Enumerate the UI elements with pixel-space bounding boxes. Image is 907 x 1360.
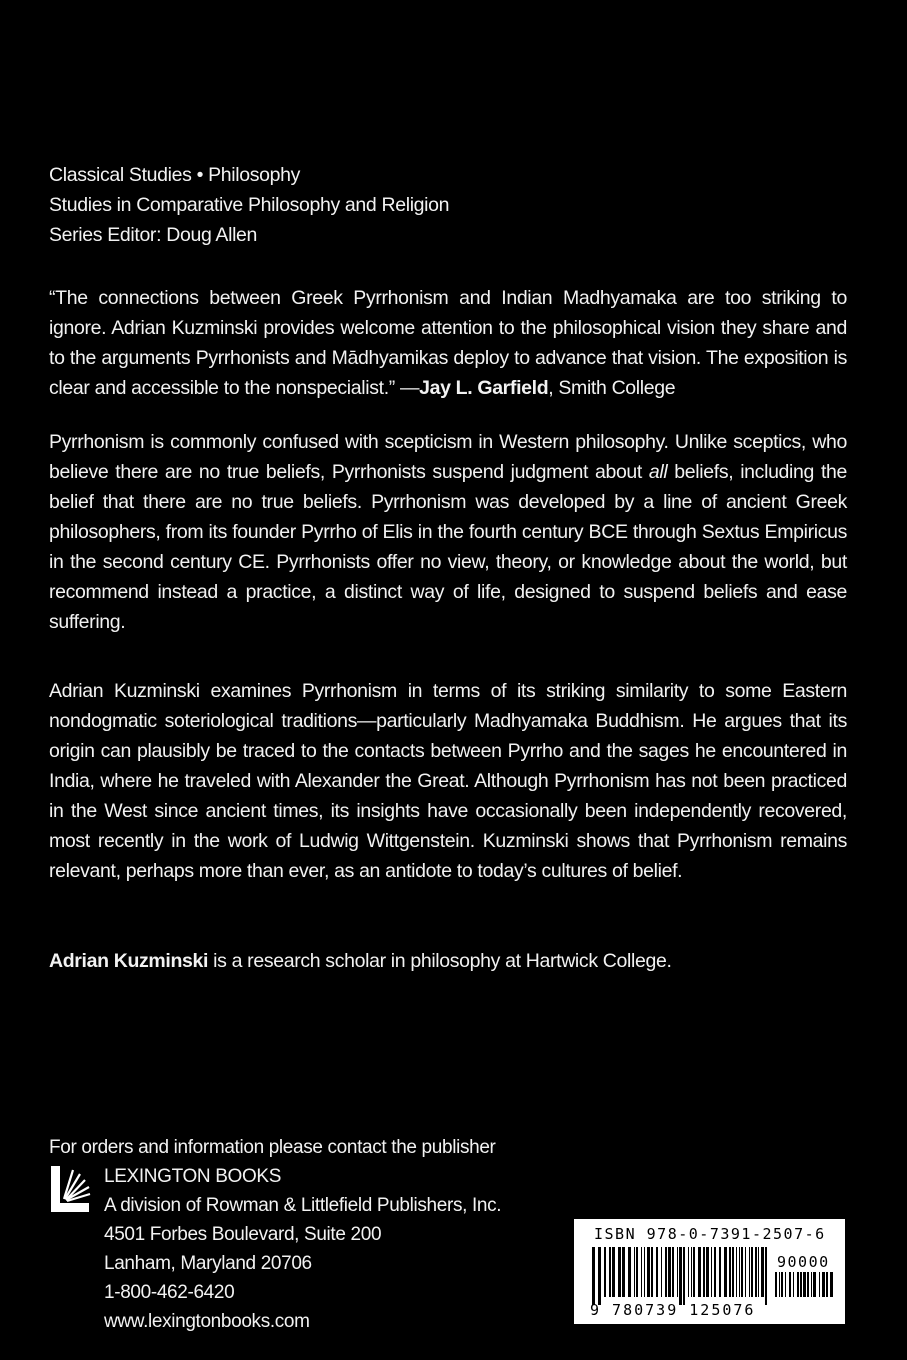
barcode-bar: [622, 1247, 625, 1297]
addon-barcode-bars-icon: [775, 1272, 833, 1305]
price-code: 90000: [777, 1253, 830, 1271]
barcode-bar: [775, 1272, 777, 1297]
quote-text: “The connections between Greek Pyrrhonism and Indian Madhyamaka are too striking to ignore. Adrian Kuzminski provides welcome attention to the philosophical vision they share and to the arguments Pyrrhonists and Mādhyamikas deploy to advance that vision. The exposition is clear and accessible to the nonspecialist.” —: [49, 287, 847, 399]
endorsement-quote: [49, 283, 847, 403]
barcode-bar: [736, 1247, 737, 1297]
description-paragraph-2: [49, 676, 847, 886]
barcode-bar: [641, 1247, 642, 1297]
barcode-bar: [656, 1247, 658, 1297]
barcode-bar: [628, 1247, 631, 1297]
barcode-bar: [706, 1247, 709, 1297]
publisher-info: [49, 1133, 502, 1332]
barcode-bar: [797, 1272, 799, 1297]
barcode-bar: [612, 1247, 615, 1297]
barcode-bar: [651, 1247, 653, 1297]
barcode-bar: [683, 1247, 685, 1305]
barcode-bar: [672, 1247, 674, 1297]
barcode-bar: [830, 1272, 833, 1297]
barcode-bar: [789, 1272, 791, 1297]
barcode-bar: [604, 1247, 606, 1297]
publisher-address-line-2: Lanham, Maryland 20706: [104, 1253, 312, 1274]
publisher-name: LEXINGTON BOOKS: [104, 1166, 282, 1187]
barcode-bar: [739, 1247, 740, 1297]
author-bio-text: is a research scholar in philosophy at Hartwick College.: [208, 950, 672, 972]
barcode-bar: [719, 1247, 721, 1297]
author-name: Adrian Kuzminski: [49, 950, 209, 972]
barcode-bar: [822, 1272, 825, 1297]
barcode-bar: [741, 1247, 743, 1297]
barcode-bar: [703, 1247, 705, 1297]
barcode-bar: [745, 1247, 746, 1297]
barcode-bar: [803, 1272, 806, 1297]
barcode-bar: [761, 1247, 764, 1297]
barcode-bar: [711, 1247, 712, 1297]
subject-categories: Classical Studies • Philosophy: [49, 164, 301, 186]
isbn-barcode: [574, 1219, 845, 1324]
quote-affiliation: , Smith College: [548, 377, 676, 399]
barcode-bar: [765, 1247, 767, 1305]
publisher-website: www.lexingtonbooks.com: [104, 1311, 310, 1332]
barcode-bar: [598, 1247, 601, 1305]
barcode-bar: [714, 1247, 716, 1297]
barcode-bar: [661, 1247, 662, 1297]
barcode-bar: [618, 1247, 621, 1297]
para1-emphasis: all: [648, 461, 668, 483]
barcode-bar: [679, 1247, 682, 1305]
barcode-bar: [732, 1247, 734, 1297]
author-bio: [49, 946, 847, 976]
barcode-bar: [677, 1247, 678, 1297]
barcode-bar: [793, 1272, 794, 1297]
quote-author: Jay L. Garfield: [419, 377, 549, 399]
lexington-logo-icon: [51, 1166, 91, 1212]
publisher-phone: 1-800-462-6420: [104, 1282, 235, 1303]
publisher-address-line-1: 4501 Forbes Boulevard, Suite 200: [104, 1224, 382, 1245]
barcode-bar: [751, 1247, 753, 1297]
barcode-bar: [691, 1247, 692, 1297]
publisher-division: A division of Rowman & Littlefield Publishers, Inc.: [104, 1195, 502, 1216]
series-info: [49, 160, 847, 250]
barcode-bar: [724, 1247, 727, 1297]
barcode-bar: [634, 1247, 635, 1297]
barcode-bar: [807, 1272, 809, 1297]
barcode-bar: [665, 1247, 667, 1297]
barcode-bar: [698, 1247, 701, 1297]
barcode-bar: [644, 1247, 645, 1297]
ean-digits: 9 780739 125076: [590, 1301, 756, 1319]
barcode-bar: [592, 1247, 595, 1305]
series-title: Studies in Comparative Philosophy and Religion: [49, 194, 450, 216]
barcode-bar: [819, 1272, 820, 1297]
publisher-contact-line: For orders and information please contact the publisher: [49, 1137, 496, 1158]
barcode-bar: [781, 1272, 783, 1297]
barcode-bar: [749, 1247, 750, 1297]
barcode-bar: [779, 1272, 780, 1297]
barcode-bar: [729, 1247, 731, 1297]
series-editor: Series Editor: Doug Allen: [49, 224, 258, 246]
barcode-bar: [826, 1272, 828, 1297]
barcode-bar: [647, 1247, 650, 1297]
barcode-bar: [693, 1247, 695, 1297]
barcode-bar: [668, 1247, 671, 1297]
barcode-bars-icon: [592, 1247, 770, 1305]
para1-before: Pyrrhonism is commonly confused with scepticism in Western philosophy. Unlike sceptics, who believe there are no true beliefs, Pyrrhonists suspend judgment about: [49, 431, 847, 483]
isbn-label: ISBN 978-0-7391-2507-6: [594, 1225, 826, 1243]
barcode-bar: [688, 1247, 689, 1297]
description-paragraph-1: [49, 427, 847, 637]
barcode-bar: [755, 1247, 757, 1297]
para1-after: beliefs, including the belief that there are no true beliefs. Pyrrhonism was developed by a line of ancient Greek philosophers, from its founder Pyrrho of Elis in the fourth century BCE through Sextus Empiricus in the second century CE. Pyrrhonists offer no view, theory, or knowledge about the world, but recommend instead a practice, a distinct way of life, designed to suspend beliefs and ease suffering.: [49, 461, 847, 633]
barcode-bar: [636, 1247, 638, 1297]
barcode-bar: [800, 1272, 802, 1297]
barcode-bar: [811, 1272, 812, 1297]
barcode-bar: [609, 1247, 611, 1297]
para2-text: Adrian Kuzminski examines Pyrrhonism in terms of its striking similarity to some Eastern nondogmatic soteriological traditions—particularly Madhyamaka Buddhism. He argues that its origin can plausibly be traced to the contacts between Pyrrho and the sages he encountered in India, where he traveled with Alexander the Great. Although Pyrrhonism has not been practiced in the West since ancient times, its insights have occasionally been independently recovered, most recently in the work of Ludwig Wittgenstein. Kuzminski shows that Pyrrhonism remains relevant, perhaps more than ever, as an antidote to today’s cultures of belief.: [49, 680, 847, 882]
barcode-bar: [758, 1247, 759, 1297]
barcode-bar: [813, 1272, 816, 1297]
barcode-bar: [785, 1272, 786, 1297]
